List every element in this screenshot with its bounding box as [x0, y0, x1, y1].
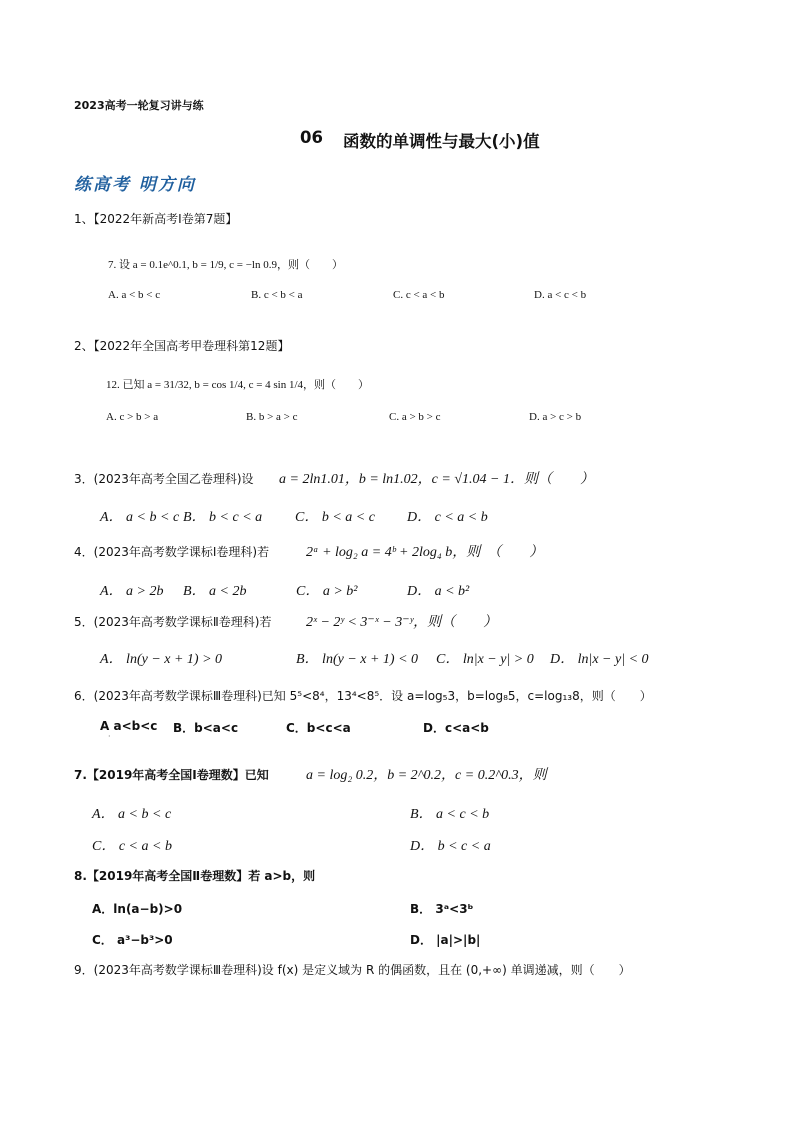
- question-2-label: 2、【2022年全国高考甲卷理科第12题】: [74, 339, 290, 353]
- question-2-option-d: D. a > c > b: [529, 411, 582, 423]
- question-1-option-b: B. c < b < a: [251, 289, 303, 301]
- series-header: 2023高考一轮复习讲与练: [74, 99, 204, 112]
- question-8-option-d: D． |a|>|b|: [410, 933, 481, 947]
- question-1-option-a: A. a < b < c: [108, 289, 161, 301]
- question-5-option-b: B． ln(y − x + 1) < 0: [296, 652, 419, 667]
- question-6-label: 6．(2023年高考数学课标Ⅲ卷理科)已知 5⁵<8⁴，13⁴<8⁵．设 a=log₅3，b=log₈5，c=log₁₃8，则（ ）: [74, 689, 652, 703]
- question-3-label: 3．(2023年高考全国乙卷理科)设: [74, 472, 254, 486]
- question-4-option-b: B． a < 2b: [183, 584, 247, 599]
- question-3-option-a: A． a < b < c: [100, 510, 180, 525]
- question-7-label: 7.【2019年高考全国Ⅰ卷理数】已知: [74, 768, 269, 782]
- question-7-option-d: D． b < c < a: [410, 839, 491, 854]
- question-6-option-c: C．b<c<a: [286, 721, 351, 735]
- question-3-option-d: D． c < a < b: [407, 510, 488, 525]
- question-8-option-a: A．ln(a−b)>0: [92, 902, 183, 916]
- question-8-option-b: B． 3ᵃ<3ᵇ: [410, 902, 474, 916]
- question-5-option-a: A． ln(y − x + 1) > 0: [100, 652, 223, 667]
- question-5-label: 5．(2023年高考数学课标Ⅱ卷理科)若: [74, 615, 272, 629]
- question-2-option-b: B. b > a > c: [246, 411, 298, 423]
- question-2-option-c: C. a > b > c: [389, 411, 441, 423]
- question-4-option-c: C． a > b²: [296, 584, 358, 599]
- question-3-option-c: C． b < a < c: [295, 510, 375, 525]
- question-6-option-d: D．c<a<b: [423, 721, 489, 735]
- question-3-stem: a = 2ln1.01，b = ln1.02，c = √1.04 − 1．则（ ）: [279, 472, 594, 487]
- question-4-label: 4．(2023年高考数学课标Ⅰ卷理科)若: [74, 545, 270, 559]
- question-5-option-d: D． ln|x − y| < 0: [550, 652, 649, 667]
- question-2-option-a: A. c > b > a: [106, 411, 159, 423]
- page-title: 函数的单调性与最大(小)值: [343, 132, 540, 151]
- section-title: 练高考 明方向: [74, 175, 196, 195]
- question-5-option-c: C． ln|x − y| > 0: [436, 652, 534, 667]
- question-9-label: 9．(2023年高考数学课标Ⅲ卷理科)设 f(x) 是定义域为 R 的偶函数，且在 (0,+∞) 单调递减，则（ ）: [74, 963, 631, 977]
- question-1-label: 1、【2022年新高考Ⅰ卷第7题】: [74, 212, 238, 226]
- question-4-option-d: D． a < b²: [407, 584, 470, 599]
- question-6-option-a: A a<b<c: [100, 719, 158, 733]
- question-1-stem: 7. 设 a = 0.1e^0.1, b = 1/9, c = −ln 0.9，则（ ）: [108, 259, 343, 271]
- question-2-stem: 12. 已知 a = 31/32, b = cos 1/4, c = 4 sin 1/4，则（ ）: [106, 379, 370, 391]
- chapter-number: 06: [300, 128, 323, 147]
- question-5-stem: 2ˣ − 2ʸ < 3⁻ˣ − 3⁻ʸ，则（ ）: [306, 615, 498, 630]
- question-8-label: 8.【2019年高考全国Ⅱ卷理数】若 a>b，则: [74, 869, 316, 883]
- question-7-option-b: B． a < c < b: [410, 807, 490, 822]
- stray-mark: ·: [108, 732, 111, 741]
- question-7-option-c: C． c < a < b: [92, 839, 172, 854]
- question-1-option-c: C. c < a < b: [393, 289, 445, 301]
- question-7-stem: a = log₂ 0.2，b = 2^0.2，c = 0.2^0.3，则: [306, 768, 547, 783]
- question-3-option-b: B． b < c < a: [183, 510, 263, 525]
- question-4-stem: 2ᵃ + log₂ a = 4ᵇ + 2log₄ b，则 （ ）: [306, 545, 544, 560]
- question-7-option-a: A． a < b < c: [92, 807, 172, 822]
- question-8-option-c: C． a³−b³>0: [92, 933, 173, 947]
- question-1-option-d: D. a < c < b: [534, 289, 587, 301]
- question-4-option-a: A． a > 2b: [100, 584, 164, 599]
- question-6-option-b: B．b<a<c: [173, 721, 239, 735]
